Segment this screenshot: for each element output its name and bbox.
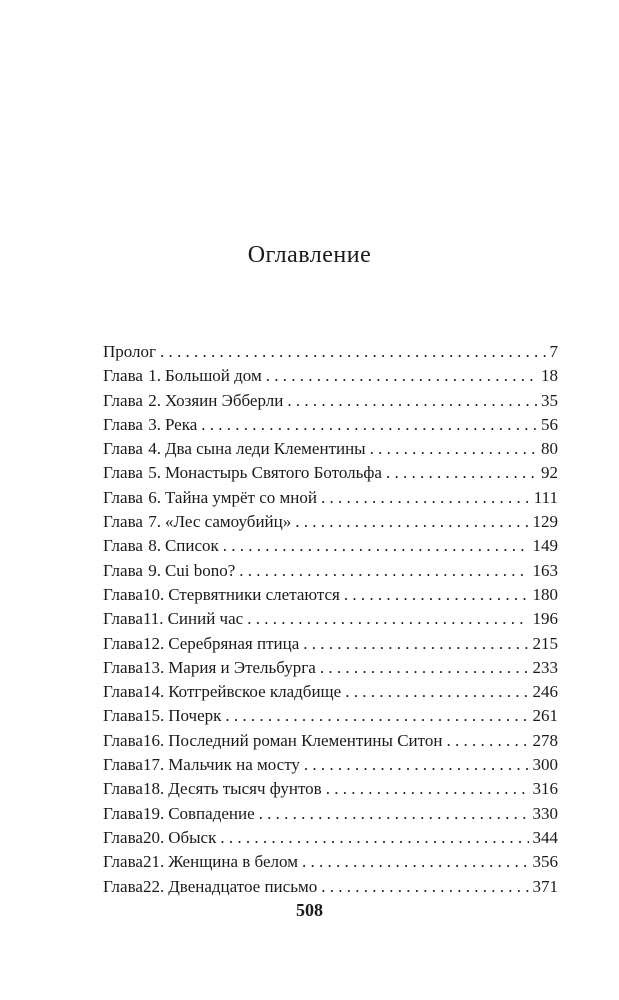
toc-entry-page: 80 bbox=[541, 439, 558, 459]
toc-entry-label: Глава bbox=[103, 706, 143, 726]
toc-entry-number: 3. bbox=[148, 414, 161, 434]
dot-leader bbox=[386, 461, 537, 485]
toc-entry[interactable] bbox=[103, 826, 558, 850]
toc-entry-label: Глава bbox=[103, 779, 143, 799]
toc-entry-page: 111 bbox=[533, 487, 558, 507]
toc-entry-number: 19. bbox=[142, 803, 165, 823]
toc-entry[interactable] bbox=[103, 534, 558, 558]
toc-entry-page: 330 bbox=[532, 803, 558, 823]
dot-leader bbox=[321, 486, 530, 510]
toc-entry-number: 22. bbox=[142, 876, 165, 896]
toc-entry-page: 261 bbox=[532, 706, 558, 726]
dot-leader bbox=[225, 704, 528, 728]
toc-entry-page: 56 bbox=[541, 414, 558, 434]
toc-entry-label: Глава bbox=[103, 609, 143, 629]
toc-entry-title: Женщина в белом bbox=[168, 852, 298, 872]
toc-entry-label: Глава bbox=[103, 463, 143, 483]
toc-entry-label: Глава bbox=[103, 366, 143, 386]
toc-entry-label: Глава bbox=[103, 827, 143, 847]
toc-entry-number: 1. bbox=[148, 366, 161, 386]
toc-entry-number: 4. bbox=[148, 439, 161, 459]
toc-entry-page: 316 bbox=[532, 779, 558, 799]
toc-entry[interactable] bbox=[103, 461, 558, 485]
toc-entry-title: Cui bono? bbox=[164, 560, 236, 580]
toc-entry[interactable] bbox=[103, 607, 558, 631]
toc-entry-number: 10. bbox=[142, 584, 165, 604]
toc-entry-page: 7 bbox=[549, 342, 558, 361]
toc-entry-title: Последний роман Клементины Ситон bbox=[168, 730, 443, 750]
toc-entry-page: 246 bbox=[532, 682, 558, 702]
toc-entry-number: 8. bbox=[148, 536, 161, 556]
toc-entry[interactable] bbox=[103, 729, 558, 753]
dot-leader bbox=[344, 583, 529, 607]
dot-leader bbox=[303, 632, 528, 656]
toc-entry-title: Котгрейвское кладбище bbox=[168, 682, 342, 702]
toc-entry-number: 15. bbox=[142, 706, 165, 726]
toc-entry-page: 344 bbox=[532, 827, 558, 847]
dot-leader bbox=[302, 850, 529, 874]
toc-entry-page: 196 bbox=[532, 609, 558, 629]
toc-entry-label: Глава bbox=[103, 633, 143, 653]
toc-entry[interactable] bbox=[103, 340, 558, 364]
toc-entry-title: Река bbox=[164, 414, 198, 434]
dot-leader bbox=[201, 413, 537, 437]
toc-entry-label: Глава bbox=[103, 682, 143, 702]
toc-entry-label: Глава bbox=[103, 487, 143, 507]
toc-entry-title: Мария и Этельбурга bbox=[168, 657, 316, 677]
toc-entry[interactable] bbox=[103, 802, 558, 826]
toc-entry-label: Глава bbox=[103, 876, 143, 896]
toc-entry-page: 18 bbox=[541, 366, 558, 386]
toc-entry[interactable] bbox=[103, 486, 558, 510]
toc-entry[interactable] bbox=[103, 437, 558, 461]
dot-leader bbox=[295, 510, 528, 534]
dot-leader bbox=[446, 729, 528, 753]
toc-entry-label: Глава bbox=[103, 584, 143, 604]
toc-entry-page: 278 bbox=[532, 730, 558, 750]
dot-leader bbox=[304, 753, 529, 777]
toc-entry[interactable] bbox=[103, 704, 558, 728]
dot-leader bbox=[223, 534, 529, 558]
toc-title: Оглавление bbox=[247, 242, 372, 268]
toc-entry-title: Хозяин Эбберли bbox=[164, 390, 284, 410]
toc-entry-title: Десять тысяч фунтов bbox=[168, 779, 322, 799]
toc-entry-title: Почерк bbox=[168, 706, 222, 726]
toc-entry[interactable] bbox=[103, 559, 558, 583]
dot-leader bbox=[320, 656, 529, 680]
toc-entry-number: 9. bbox=[148, 560, 161, 580]
toc-entry-label: Глава bbox=[103, 657, 143, 677]
toc-entry-title: Мальчик на мосту bbox=[168, 755, 300, 775]
toc-entry-page: 215 bbox=[532, 633, 558, 653]
toc-entry-title: Список bbox=[164, 536, 219, 556]
toc-entry-page: 35 bbox=[541, 390, 558, 410]
toc-entry-title: Тайна умрёт со мной bbox=[164, 487, 317, 507]
toc-entry-label: Глава bbox=[103, 390, 143, 410]
toc-entry-label: Глава bbox=[103, 852, 143, 872]
dot-leader bbox=[287, 389, 537, 413]
toc-entry[interactable] bbox=[103, 510, 558, 534]
toc-entry-label: Глава bbox=[103, 414, 143, 434]
toc-entry-title: Два сына леди Клементины bbox=[164, 439, 366, 459]
toc-entry[interactable] bbox=[103, 753, 558, 777]
toc-entry-title: Стервятники слетаются bbox=[168, 584, 340, 604]
toc-entry-number: 18. bbox=[142, 779, 165, 799]
toc-entry-number: 14. bbox=[142, 682, 165, 702]
toc-entry-page: 129 bbox=[532, 512, 558, 532]
toc-entry-page: 300 bbox=[532, 755, 558, 775]
toc-entry-number: 12. bbox=[142, 633, 165, 653]
toc-entry-title: Совпадение bbox=[168, 803, 255, 823]
toc-entry-label: Глава bbox=[103, 560, 143, 580]
toc-entry[interactable] bbox=[103, 777, 558, 801]
toc-entry-number: 20. bbox=[142, 827, 165, 847]
toc-entry-number: 21. bbox=[142, 852, 165, 872]
toc-entry-page: 371 bbox=[532, 876, 558, 896]
toc-entry[interactable] bbox=[103, 680, 558, 704]
toc-entry-title: Большой дом bbox=[164, 366, 262, 386]
dot-leader bbox=[266, 364, 537, 388]
toc-entry-page: 149 bbox=[532, 536, 558, 556]
toc-entry-number: 16. bbox=[142, 730, 165, 750]
dot-leader bbox=[247, 607, 528, 631]
page-number: 508 bbox=[296, 900, 323, 920]
toc-entry-label: Глава bbox=[103, 536, 143, 556]
toc-entry-number: 13. bbox=[142, 657, 165, 677]
toc-entry-page: 92 bbox=[541, 463, 558, 483]
toc-entry-label: Глава bbox=[103, 439, 143, 459]
toc-entry-title: Монастырь Святого Ботольфа bbox=[164, 463, 382, 483]
toc-entry-label: Глава bbox=[103, 755, 143, 775]
toc-entry-label: Глава bbox=[103, 512, 143, 532]
toc-entry-number: 17. bbox=[142, 755, 165, 775]
toc-entry[interactable] bbox=[103, 413, 558, 437]
dot-leader bbox=[160, 340, 545, 364]
toc-entry-label: Глава bbox=[103, 730, 143, 750]
toc-entry[interactable] bbox=[103, 875, 558, 899]
toc-entry-number: 6. bbox=[148, 487, 161, 507]
dot-leader bbox=[370, 437, 537, 461]
dot-leader bbox=[345, 680, 528, 704]
toc-entry-title: Обыск bbox=[168, 827, 217, 847]
dot-leader bbox=[326, 777, 529, 801]
dot-leader bbox=[321, 875, 528, 899]
toc-entry-title: Синий час bbox=[167, 609, 244, 629]
table-of-contents bbox=[103, 340, 558, 899]
dot-leader bbox=[259, 802, 529, 826]
toc-entry-page: 233 bbox=[532, 657, 558, 677]
toc-entry[interactable] bbox=[103, 656, 558, 680]
toc-entry[interactable] bbox=[103, 850, 558, 874]
toc-entry-title: Двенадцатое письмо bbox=[168, 876, 318, 896]
toc-entry-label: Глава bbox=[103, 803, 143, 823]
toc-entry-number: 7. bbox=[148, 512, 161, 532]
toc-entry-number: 5. bbox=[148, 463, 161, 483]
dot-leader bbox=[239, 559, 528, 583]
toc-entry-label: Пролог bbox=[103, 342, 157, 361]
toc-entry-title: «Лес самоубийц» bbox=[164, 512, 292, 532]
toc-entry-number: 11. bbox=[142, 609, 164, 629]
toc-entry-number: 2. bbox=[148, 390, 161, 410]
toc-entry-page: 356 bbox=[532, 852, 558, 872]
toc-entry-title: Серебряная птица bbox=[168, 633, 300, 653]
toc-entry[interactable] bbox=[103, 364, 558, 388]
toc-entry[interactable] bbox=[103, 632, 558, 656]
dot-leader bbox=[220, 826, 528, 850]
toc-entry[interactable] bbox=[103, 583, 558, 607]
toc-entry-page: 180 bbox=[532, 584, 558, 604]
toc-entry-page: 163 bbox=[532, 560, 558, 580]
toc-entry[interactable] bbox=[103, 389, 558, 413]
